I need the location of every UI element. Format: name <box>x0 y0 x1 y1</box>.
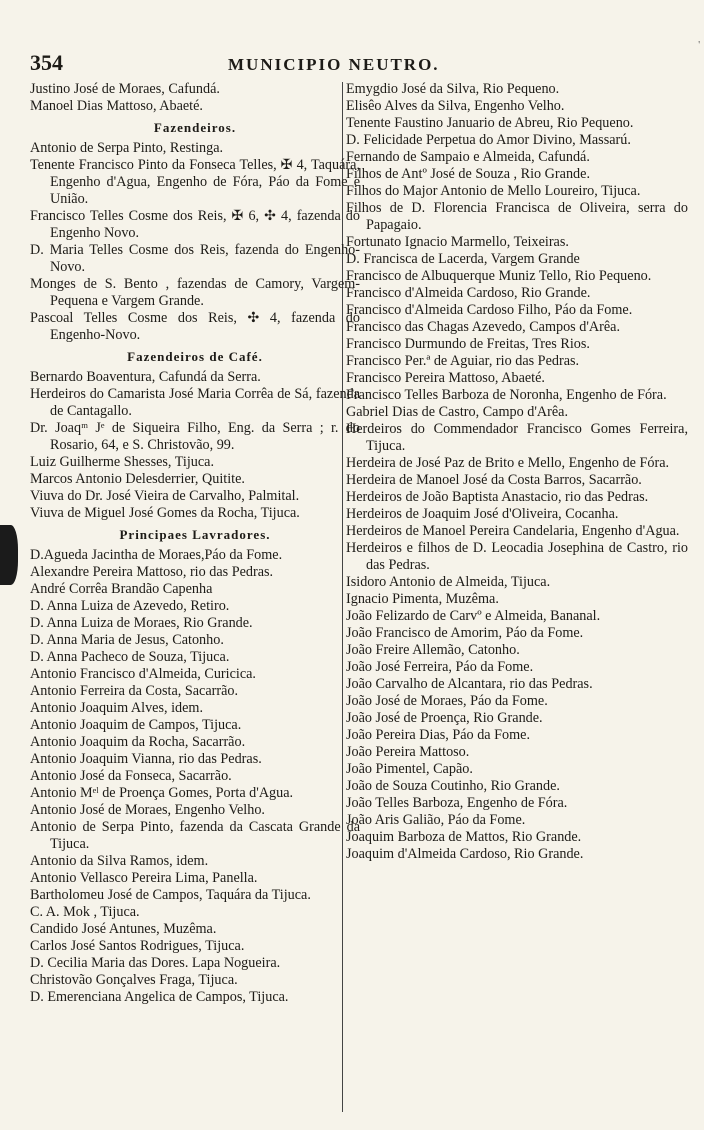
directory-entry: Francisco de Albuquerque Muniz Tello, Rio Pequeno. <box>346 268 652 284</box>
directory-entry: Gabriel Dias de Castro, Campo d'Arêa. <box>346 404 569 420</box>
directory-entry: João Pereira Dias, Páo da Fome. <box>346 727 531 743</box>
intro-list <box>30 81 360 115</box>
directory-entry: Fortunato Ignacio Marmello, Teixeiras. <box>346 234 569 250</box>
directory-entry: Emygdio José da Silva, Rio Pequeno. <box>346 81 560 97</box>
directory-entry: Viuva do Dr. José Vieira de Carvalho, Palmital. <box>30 488 300 504</box>
directory-entry: Carlos José Santos Rodrigues, Tijuca. <box>30 938 245 954</box>
directory-entry: Candido José Antunes, Muzêma. <box>30 921 217 937</box>
directory-entry: João Freire Allemão, Catonho. <box>346 642 520 658</box>
directory-entry: João Pimentel, Capão. <box>346 761 473 777</box>
directory-entry: Filhos de Antº José de Souza , Rio Grande. <box>346 166 590 182</box>
directory-entry: João José Ferreira, Páo da Fome. <box>346 659 534 675</box>
directory-entry: Alexandre Pereira Mattoso, rio das Pedras. <box>30 564 274 580</box>
section-heading-fazendeiros-cafe: Fazendeiros de Café. <box>127 349 263 364</box>
directory-entry: Francisco Telles Cosme dos Reis, ✠ 6, ✣ 4, fazenda do Engenho Novo. <box>30 208 360 241</box>
directory-entry: Herdeiros de Manoel Pereira Candelaria, Engenho d'Agua. <box>346 523 680 539</box>
directory-entry: Bernardo Boaventura, Cafundá da Serra. <box>30 369 261 385</box>
directory-entry: D.Agueda Jacintha de Moraes,Páo da Fome. <box>30 547 283 563</box>
directory-entry: João Francisco de Amorim, Páo da Fome. <box>346 625 584 641</box>
directory-entry: D. Anna Luiza de Moraes, Rio Grande. <box>30 615 253 631</box>
directory-entry: D. Cecilia Maria das Dores. Lapa Nogueira. <box>30 955 281 971</box>
left-column <box>30 81 360 1006</box>
directory-entry: D. Maria Telles Cosme dos Reis, fazenda do Engenho-Novo. <box>30 242 360 275</box>
directory-entry: Antonio de Serpa Pinto, Restinga. <box>30 140 224 156</box>
directory-entry: Antonio Joaquim Alves, idem. <box>30 700 203 716</box>
directory-entry: Herdeiros e filhos de D. Leocadia Josephina de Castro, rio das Pedras. <box>346 540 688 573</box>
directory-entry: Antonio da Silva Ramos, idem. <box>30 853 209 869</box>
directory-entry: João José de Moraes, Páo da Fome. <box>346 693 548 709</box>
directory-entry: Joaquim d'Almeida Cardoso, Rio Grande. <box>346 846 584 862</box>
directory-entry: D. Emerenciana Angelica de Campos, Tijuca. <box>30 989 289 1005</box>
directory-entry: Herdeira de Manoel José da Costa Barros, Sacarrão. <box>346 472 642 488</box>
directory-entry: C. A. Mok , Tijuca. <box>30 904 140 920</box>
directory-entry: D. Felicidade Perpetua do Amor Divino, Massarú. <box>346 132 631 148</box>
ink-blot <box>0 525 18 585</box>
directory-entry: Francisco d'Almeida Cardoso Filho, Páo da Fome. <box>346 302 633 318</box>
directory-entry: D. Anna Maria de Jesus, Catonho. <box>30 632 224 648</box>
directory-entry: Antonio Francisco d'Almeida, Curicica. <box>30 666 256 682</box>
directory-entry: Pascoal Telles Cosme dos Reis, ✣ 4, fazenda do Engenho-Novo. <box>30 310 360 343</box>
directory-entry: Francisco Pereira Mattoso, Abaeté. <box>346 370 545 386</box>
directory-entry: D. Francisca de Lacerda, Vargem Grande <box>346 251 580 267</box>
directory-entry: Francisco Per.ª de Aguiar, rio das Pedras. <box>346 353 580 369</box>
directory-entry: Tenente Francisco Pinto da Fonseca Telles, ✠ 4, Taquára, Engenho d'Agua, Engenho de Fóra, Páo da Fome e União. <box>30 157 360 207</box>
section-heading-lavradores: Principaes Lavradores. <box>119 527 271 542</box>
directory-entry: Joaquim Barboza de Mattos, Rio Grande. <box>346 829 582 845</box>
directory-entry: João de Souza Coutinho, Rio Grande. <box>346 778 560 794</box>
directory-entry: Francisco Telles Barboza de Noronha, Engenho de Fóra. <box>346 387 667 403</box>
directory-entry: João Carvalho de Alcantara, rio das Pedras. <box>346 676 593 692</box>
directory-entry: Bartholomeu José de Campos, Taquára da Tijuca. <box>30 887 311 903</box>
directory-entry: Antonio José de Moraes, Engenho Velho. <box>30 802 265 818</box>
page-number: 354 <box>30 50 63 75</box>
directory-entry: João Aris Galião, Páo da Fome. <box>346 812 526 828</box>
directory-entry: Monges de S. Bento , fazendas de Camory, Vargem-Pequena e Vargem Grande. <box>30 276 360 309</box>
fazendeiros-cafe-list <box>30 369 360 522</box>
directory-entry: Antonio Joaquim Vianna, rio das Pedras. <box>30 751 262 767</box>
right-column <box>346 81 688 863</box>
directory-entry: Francisco Durmundo de Freitas, Tres Rios. <box>346 336 590 352</box>
section-heading-fazendeiros: Fazendeiros. <box>153 120 237 135</box>
directory-entry: João Pereira Mattoso. <box>346 744 470 760</box>
directory-entry: Luiz Guilherme Shesses, Tijuca. <box>30 454 215 470</box>
directory-entry: Antonio Vellasco Pereira Lima, Panella. <box>30 870 258 886</box>
directory-entry: Dr. Joaqᵐ Jᵉ de Siqueira Filho, Eng. da Serra ; r. do Rosario, 64, e S. Christovão, 99. <box>30 420 360 453</box>
directory-entry: Marcos Antonio Delesderrier, Quitite. <box>30 471 245 487</box>
fazendeiros-list <box>30 140 360 344</box>
directory-entry: D. Anna Pacheco de Souza, Tijuca. <box>30 649 230 665</box>
directory-entry: Justino José de Moraes, Cafundá. <box>30 81 220 97</box>
directory-entry: Christovão Gonçalves Fraga, Tijuca. <box>30 972 238 988</box>
lavradores-continued-list <box>346 81 688 863</box>
directory-entry: João Felizardo de Carvº e Almeida, Bananal. <box>346 608 601 624</box>
directory-entry: Antonio Ferreira da Costa, Sacarrão. <box>30 683 239 699</box>
directory-entry: Herdeiros do Camarista José Maria Corrêa de Sá, fazenda de Cantagallo. <box>30 386 360 419</box>
directory-entry: Antonio José da Fonseca, Sacarrão. <box>30 768 232 784</box>
directory-entry: Francisco das Chagas Azevedo, Campos d'Arêa. <box>346 319 621 335</box>
directory-entry: Herdeiros do Commendador Francisco Gomes Ferreira, Tijuca. <box>346 421 688 454</box>
directory-entry: Fernando de Sampaio e Almeida, Cafundá. <box>346 149 590 165</box>
directory-entry: Antonio Joaquim da Rocha, Sacarrão. <box>30 734 246 750</box>
directory-entry: João Telles Barboza, Engenho de Fóra. <box>346 795 568 811</box>
directory-entry: Manoel Dias Mattoso, Abaeté. <box>30 98 203 114</box>
running-head: MUNICIPIO NEUTRO. <box>228 55 440 74</box>
directory-entry: Viuva de Miguel José Gomes da Rocha, Tijuca. <box>30 505 300 521</box>
directory-entry: Herdeiros de Joaquim José d'Oliveira, Cocanha. <box>346 506 619 522</box>
directory-entry: Ignacio Pimenta, Muzêma. <box>346 591 499 607</box>
directory-entry: Antonio de Serpa Pinto, fazenda da Cascata Grande da Tijuca. <box>30 819 360 852</box>
directory-entry: Elisêo Alves da Silva, Engenho Velho. <box>346 98 565 114</box>
directory-entry: Antonio Joaquim de Campos, Tijuca. <box>30 717 242 733</box>
directory-entry: André Corrêa Brandão Capenha <box>30 581 213 597</box>
lavradores-list <box>30 547 360 1006</box>
directory-entry: Isidoro Antonio de Almeida, Tijuca. <box>346 574 551 590</box>
directory-entry: João José de Proença, Rio Grande. <box>346 710 543 726</box>
directory-entry: Herdeiros de João Baptista Anastacio, rio das Pedras. <box>346 489 649 505</box>
directory-entry: D. Anna Luiza de Azevedo, Retiro. <box>30 598 230 614</box>
directory-entry: Tenente Faustino Januario de Abreu, Rio Pequeno. <box>346 115 634 131</box>
directory-entry: Herdeira de José Paz de Brito e Mello, Engenho de Fóra. <box>346 455 670 471</box>
margin-mark: ' <box>698 40 700 51</box>
directory-entry: Francisco d'Almeida Cardoso, Rio Grande. <box>346 285 591 301</box>
directory-entry: Filhos do Major Antonio de Mello Loureiro, Tijuca. <box>346 183 641 199</box>
directory-entry: Filhos de D. Florencia Francisca de Oliveira, serra do Papagaio. <box>346 200 688 233</box>
directory-entry: Antonio Mᵉˡ de Proença Gomes, Porta d'Agua. <box>30 785 294 801</box>
